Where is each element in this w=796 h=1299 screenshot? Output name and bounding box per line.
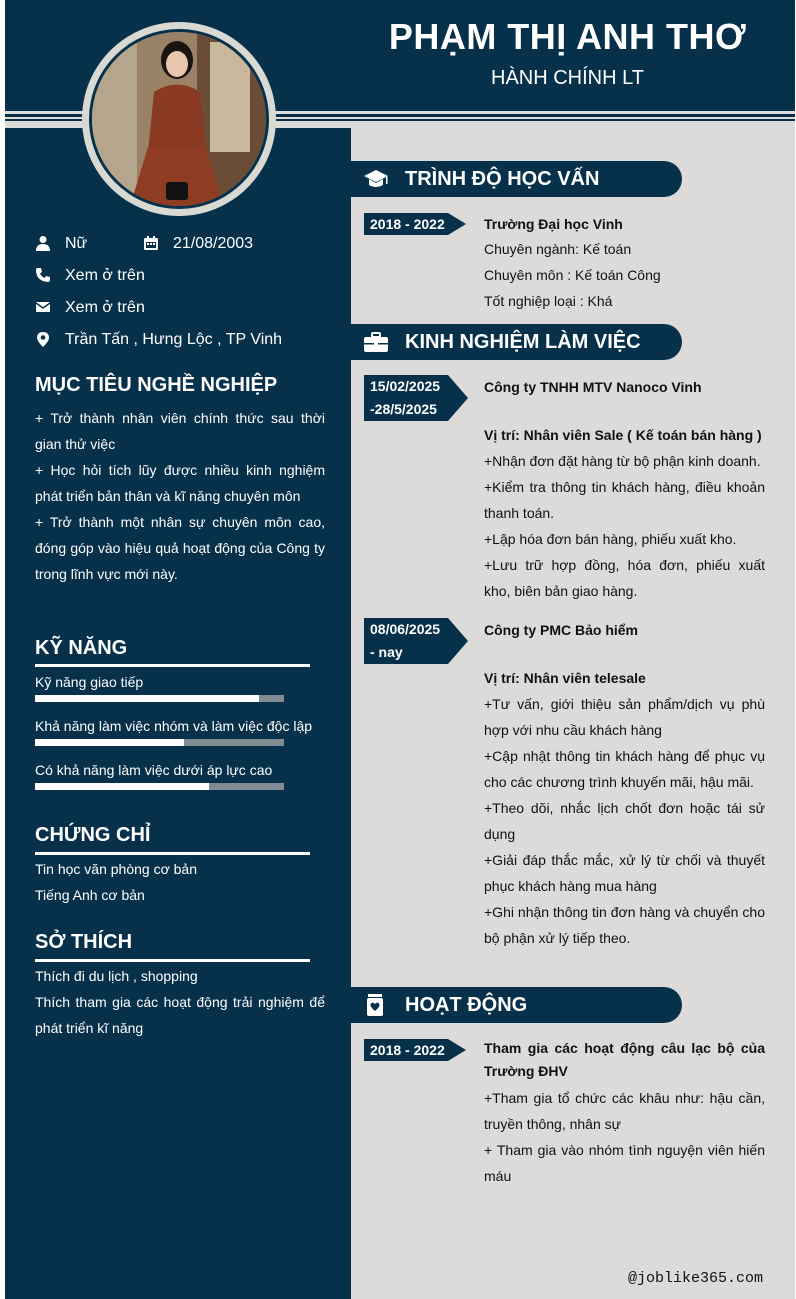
hobbies-list bbox=[35, 963, 325, 1041]
job-duties bbox=[484, 691, 765, 951]
phone-text: Xem ở trên bbox=[65, 267, 145, 284]
date-arrow bbox=[448, 213, 466, 235]
hobby-item: Thích tham gia các hoạt động trải nghiệm để phát triển kĩ năng bbox=[35, 994, 325, 1036]
job-date bbox=[364, 618, 448, 664]
date-arrow bbox=[448, 375, 468, 421]
job-duty: +Ghi nhận thông tin đơn hàng và chuyển cho bộ phận xử lý tiếp theo. bbox=[484, 904, 765, 946]
avatar-photo bbox=[92, 32, 266, 206]
avatar bbox=[92, 32, 266, 206]
job-date bbox=[364, 375, 448, 421]
heart-jar-icon bbox=[363, 993, 389, 1017]
job-duty: +Tư vấn, giới thiệu sản phẩm/dịch vụ phù hợp với nhu cầu khách hàng bbox=[484, 696, 765, 738]
job-duty: +Cập nhật thông tin khách hàng để phục vụ cho các chương trình khuyến mãi, hậu mãi. bbox=[484, 748, 765, 790]
candidate-name: PHẠM THỊ ANH THƠ bbox=[388, 16, 747, 57]
job-position: Vị trí: Nhân viên Sale ( Kế toán bán hàng ) bbox=[484, 427, 762, 443]
location-icon bbox=[35, 331, 51, 347]
education-line: Tốt nghiệp loại : Khá bbox=[484, 293, 613, 309]
experience-title: KINH NGHIỆM LÀM VIỆC bbox=[405, 331, 641, 353]
certificate-item: Tin học văn phòng cơ bản bbox=[35, 861, 197, 877]
skill-label: Kỹ năng giao tiếp bbox=[35, 674, 144, 690]
certificates-title: CHỨNG CHỈ bbox=[35, 824, 151, 846]
education-title: TRÌNH ĐỘ HỌC VẤN bbox=[405, 168, 600, 190]
job-date-start: 15/02/2025 bbox=[370, 378, 441, 394]
date-arrow bbox=[448, 1039, 466, 1061]
activities-details bbox=[484, 1085, 765, 1189]
skill-label: Khả năng làm việc nhóm và làm việc độc lập bbox=[35, 718, 313, 734]
objective-line: + Trở thành một nhân sự chuyên môn cao, đóng góp vào hiệu quả hoạt động của Công ty trong lĩnh vực mới này. bbox=[35, 514, 325, 582]
objective-text bbox=[35, 405, 325, 587]
watermark: @joblike365.com bbox=[628, 1270, 764, 1287]
skill-bar bbox=[35, 739, 284, 746]
objective-line: + Trở thành nhân viên chính thức sau thời gian thử việc bbox=[35, 410, 325, 452]
skill-bar-fill bbox=[35, 783, 209, 790]
experience-header bbox=[351, 324, 682, 360]
job-duty: +Nhận đơn đặt hàng từ bộ phận kinh doanh. bbox=[484, 453, 761, 469]
date-arrow bbox=[448, 618, 468, 664]
education-date: 2018 - 2022 bbox=[364, 213, 448, 235]
certificates-list bbox=[35, 856, 325, 908]
mail-icon bbox=[35, 299, 51, 315]
objective-title: MỤC TIÊU NGHỀ NGHIỆP bbox=[35, 374, 278, 396]
job-position: Vị trí: Nhân viên telesale bbox=[484, 670, 646, 686]
activities-heading: Tham gia các hoạt động câu lạc bộ của Trường ĐHV bbox=[484, 1040, 765, 1079]
activities-title: HOẠT ĐỘNG bbox=[405, 994, 528, 1016]
gender-text: Nữ bbox=[65, 235, 88, 252]
objective-line: + Học hỏi tích lũy được nhiều kinh nghiệm phát triển bản thân và kĩ năng chuyên môn bbox=[35, 462, 325, 504]
education-details bbox=[484, 236, 765, 314]
activity-line: +Tham gia tổ chức các khâu như: hậu cần, truyền thông, nhân sự bbox=[484, 1090, 765, 1132]
certificate-item: Tiếng Anh cơ bản bbox=[35, 887, 145, 903]
job-duty: +Lập hóa đơn bán hàng, phiếu xuất kho. bbox=[484, 531, 737, 547]
email-text: Xem ở trên bbox=[65, 299, 145, 316]
job-date-start: 08/06/2025 bbox=[370, 621, 441, 637]
hobbies-title: SỞ THÍCH bbox=[35, 931, 133, 953]
skills-title: KỸ NĂNG bbox=[35, 637, 128, 659]
job-duty: +Kiểm tra thông tin khách hàng, điều khoản thanh toán. bbox=[484, 479, 765, 521]
birthday-text: 21/08/2003 bbox=[173, 235, 254, 252]
certificates-underline bbox=[35, 852, 310, 855]
job-company: Công ty PMC Bảo hiểm bbox=[484, 622, 639, 638]
cv-page bbox=[5, 0, 795, 1299]
skill-bar-fill bbox=[35, 739, 184, 746]
education-header bbox=[351, 161, 682, 197]
skill-bar bbox=[35, 695, 284, 702]
graduation-cap-icon bbox=[363, 167, 389, 191]
job-duty: +Giải đáp thắc mắc, xử lý từ chối và thuyết phục khách hàng mua hàng bbox=[484, 852, 765, 894]
job-duty: +Theo dõi, nhắc lịch chốt đơn hoặc tái sử dụng bbox=[484, 800, 765, 842]
job-title: HÀNH CHÍNH LT bbox=[491, 67, 644, 89]
activities-header bbox=[351, 987, 682, 1023]
address-text: Trần Tấn , Hưng Lộc , TP Vinh bbox=[65, 331, 283, 348]
phone-icon bbox=[35, 267, 51, 283]
job-company: Công ty TNHH MTV Nanoco Vinh bbox=[484, 379, 702, 395]
activity-line: + Tham gia vào nhóm tình nguyện viên hiến máu bbox=[484, 1142, 765, 1184]
skills-underline bbox=[35, 664, 310, 667]
job-duty: +Lưu trữ hợp đồng, hóa đơn, phiếu xuất kho, biên bản giao hàng. bbox=[484, 557, 765, 599]
briefcase-icon bbox=[363, 330, 389, 354]
skill-bar bbox=[35, 783, 284, 790]
user-icon bbox=[35, 235, 51, 251]
education-line: Chuyên môn : Kế toán Công bbox=[484, 267, 661, 283]
job-date-end: - nay bbox=[370, 644, 403, 660]
skill-bar-fill bbox=[35, 695, 259, 702]
activities-date: 2018 - 2022 bbox=[364, 1039, 448, 1061]
calendar-icon bbox=[143, 235, 159, 251]
hobbies-underline bbox=[35, 959, 310, 962]
skill-label: Có khả năng làm việc dưới áp lực cao bbox=[35, 762, 273, 778]
education-line: Chuyên ngành: Kế toán bbox=[484, 241, 632, 257]
hobby-item: Thích đi du lịch , shopping bbox=[35, 968, 198, 984]
education-school: Trường Đại học Vinh bbox=[484, 216, 623, 232]
job-date-end: -28/5/2025 bbox=[370, 401, 437, 417]
job-duties bbox=[484, 448, 765, 604]
